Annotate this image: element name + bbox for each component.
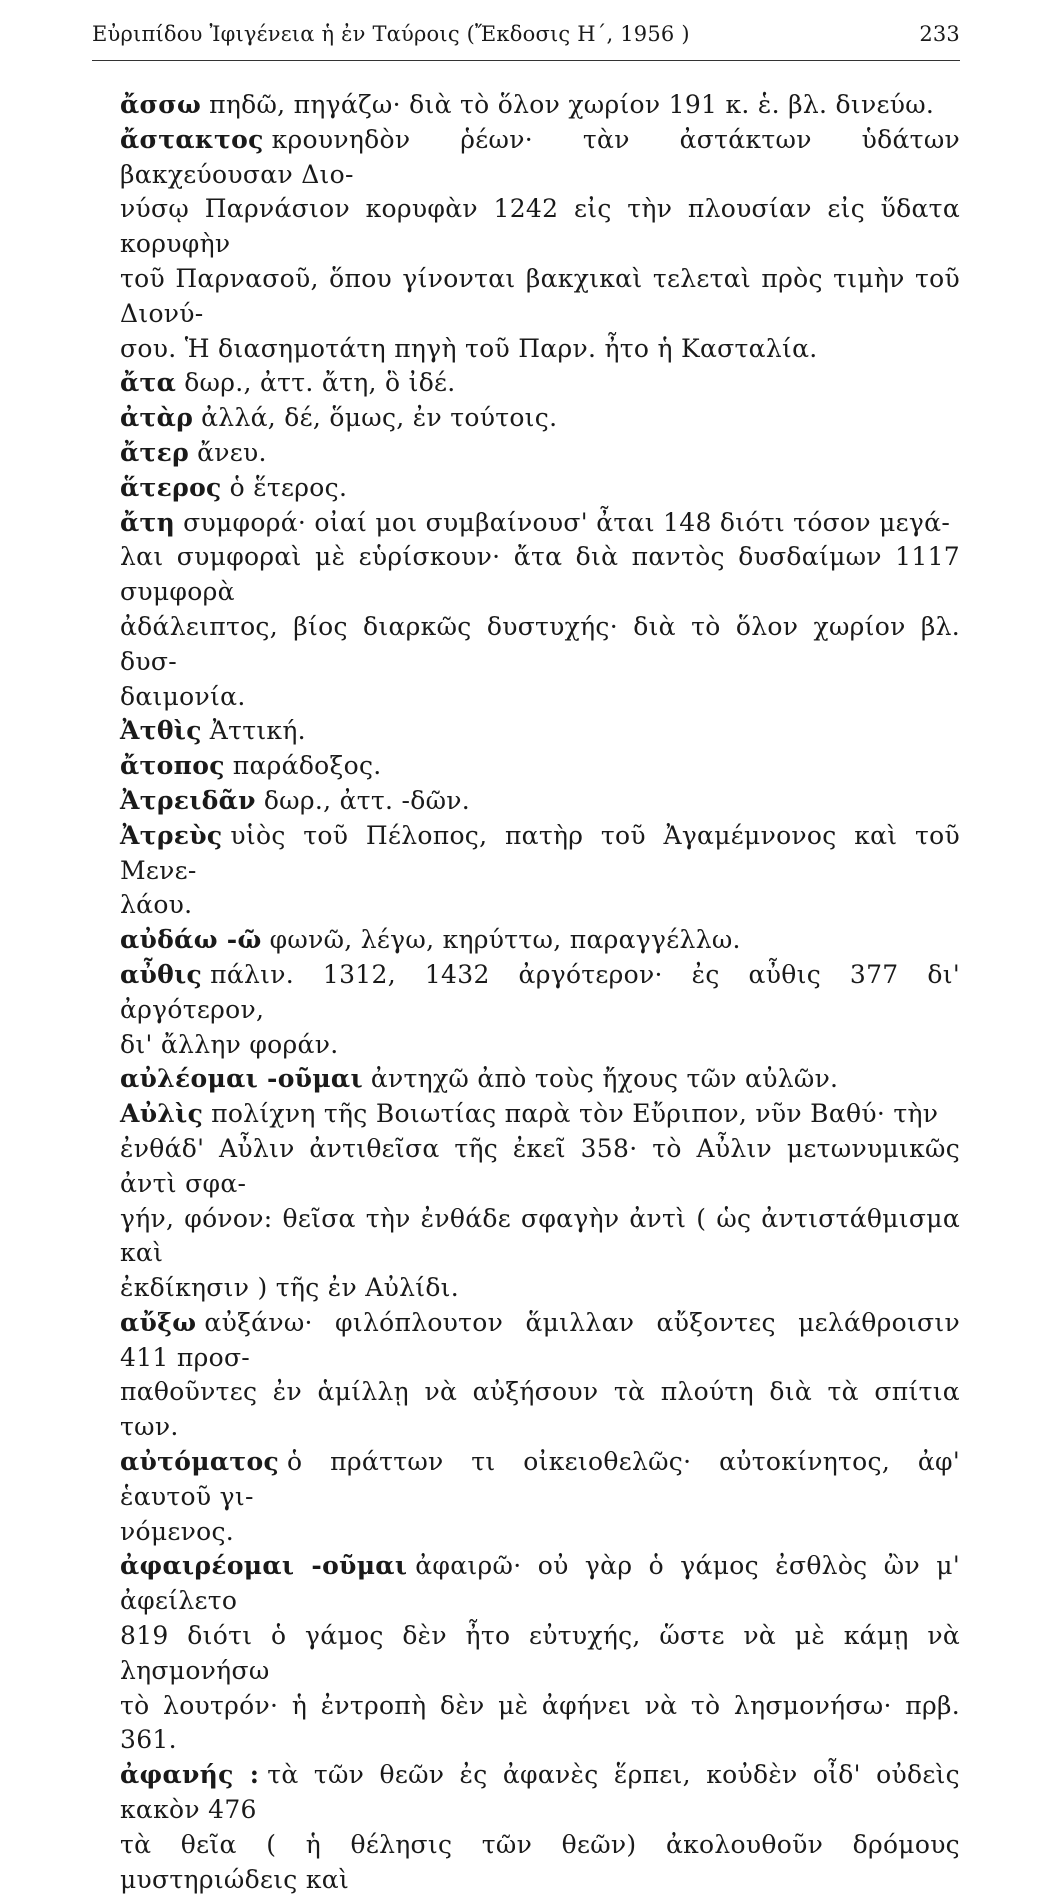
entry-headword: ἄτερ [120,437,190,467]
entry [120,366,960,401]
entry-text: δωρ., ἀττ. ἄτη, ὃ ἰδέ. [184,368,456,398]
entry-headword: ἅτερος [120,472,222,502]
entry [120,749,960,784]
entry-headword: Ἀτθὶς [120,716,202,746]
entry-text: ἀντηχῶ ἀπὸ τοὺς ἤχους τῶν αὐλῶν. [370,1064,839,1094]
entry-headword: ἀφανής : [120,1760,260,1790]
entry-text: Ἀττική. [209,716,306,746]
entry-headword: ἀτὰρ [120,403,194,433]
entry [120,784,960,819]
entry-text: ὁ ἕτερος. [229,472,348,502]
entry-text: συμφορά· οἰαί μοι συμβαίνουσ' ἆται 148 διότι τόσον μεγά- λαι συμφοραὶ μὲ εὑρίσκουν· ἄτα διὰ παντὸς δυσδαίμων 1117 συμφορὰ ἀδάλειπτος, βίος διαρκῶς δυστυχής· διὰ τὸ ὅλον χωρίον βλ. δυσ- δαιμονία. [120,507,960,711]
entry-text: παράδοξος. [232,751,382,781]
entry [120,1306,960,1445]
entry-text: ἄνευ. [197,437,267,467]
entry-text: ἀφαιρῶ· οὐ γὰρ ὁ γάμος ἐσθλὸς ὢν μ' ἀφείλετο 819 διότι ὁ γάμος δὲν ἦτο εὐτυχής, ὥστε νὰ μὲ κάμῃ νὰ λησμονήσω τὸ λουτρόν· ἡ ἐντροπὴ δὲν μὲ ἀφήνει νὰ τὸ λησμονήσω· πρβ. 361. [120,1551,960,1755]
entry-text: αὐξάνω· φιλόπλουτον ἅμιλλαν αὔξοντες μελάθροισιν 411 προσ- παθοῦντες ἐν ἁμίλλῃ νὰ αὐξήσουν τὰ πλούτη διὰ τὰ σπίτια των. [120,1307,960,1442]
entry [120,958,960,1062]
page-number: 233 [919,22,960,46]
entry [120,123,960,367]
entry-headword: αὐτόματος [120,1447,280,1477]
entry [120,714,960,749]
entry [120,436,960,471]
entry-headword: ἄτη [120,507,176,537]
entry-text: υἱὸς τοῦ Πέλοπος, πατὴρ τοῦ Ἀγαμέμνονος καὶ τοῦ Μενε- λάου. [120,820,960,920]
entry [120,819,960,923]
entry [120,401,960,436]
entry [120,471,960,506]
running-title: Εὐριπίδου Ἰφιγένεια ἡ ἐν Ταύροις (Ἔκδοσις Η΄, 1956 ) [92,22,690,46]
entry-text: ὁ πράττων τι οἰκειοθελῶς· αὐτοκίνητος, ἀφ' ἑαυτοῦ γι- νόμενος. [120,1447,960,1546]
entry-headword: ἄσσω [120,90,202,119]
entry-text: ἀλλά, δέ, ὅμως, ἐν τούτοις. [201,403,558,433]
dictionary-body [120,88,960,1897]
entry [120,506,960,715]
entry-headword: αὐλέομαι -οῦμαι [120,1064,363,1094]
entry-headword: Αὐλὶς [120,1099,204,1129]
running-header [92,22,960,46]
header-rule [92,60,960,61]
entry-text: πάλιν. 1312, 1432 ἀργότερον· ἐς αὖθις 377 δι' ἀργότερον, δι' ἄλλην φοράν. [120,959,960,1059]
entry-headword: αὔξω [120,1307,197,1337]
entry-text: κρουνηδὸν ῥέων· τὰν ἀστάκτων ὑδάτων βακχεύουσαν Διο- νύσῳ Παρνάσιον κορυφὰν 1242 εἰς τὴν πλουσίαν εἰς ὕδατα κορυφὴν τοῦ Παρνασοῦ, ὅπου γίνονται βακχικαὶ τελεταὶ πρὸς τιμὴν τοῦ Διονύ- σου. Ἡ διασημοτάτη πηγὴ τοῦ Παρν. ἦτο ἡ Κασταλία. [120,124,960,363]
entry-headword: Ἀτρειδᾶν [120,785,256,815]
entry [120,923,960,958]
entry-text: δωρ., ἀττ. -δῶν. [263,785,471,815]
entry-headword: Ἀτρεὺς [120,820,223,850]
entry-headword: αὐδάω -ῶ [120,925,262,955]
entry [120,1445,960,1549]
entry-text: πολίχνη τῆς Βοιωτίας παρὰ τὸν Εὔριπον, νῦν Βαθύ· τὴν ἐνθάδ' Αὖλιν ἀντιθεῖσα τῆς ἐκεῖ 358· τὸ Αὖλιν μετωνυμικῶς ἀντὶ σφα- γήν, φόνον: θεῖσα τὴν ἐνθάδε σφαγὴν ἀντὶ ( ὡς ἀντιστάθμισμα καὶ ἐκδίκησιν ) τῆς ἐν Αὐλίδι. [120,1099,960,1303]
entry [120,1758,960,1897]
entry [120,88,960,123]
entry [120,1097,960,1306]
entry-headword: αὖθις [120,959,203,989]
entry-text: πηδῶ, πηγάζω· διὰ τὸ ὅλον χωρίον 191 κ. ἑ. βλ. δινεύω. [209,90,935,119]
entry-text: φωνῶ, λέγω, κηρύττω, παραγγέλλω. [269,925,741,955]
entry-text: τὰ τῶν θεῶν ἐς ἀφανὲς ἕρπει, κοὐδὲν οἶδ' οὐδεὶς κακὸν 476 τὰ θεῖα ( ἡ θέλησις τῶν θεῶν) ἀκολουθοῦν δρόμους μυστηριώδεις καὶ [120,1760,960,1894]
entry-headword: ἄστακτος [120,124,264,154]
entry-headword: ἄτοπος [120,751,225,781]
entry-headword: ἄτα [120,368,177,398]
entry [120,1549,960,1758]
entry [120,1062,960,1097]
entry-headword: ἀφαιρέομαι -οῦμαι [120,1551,408,1581]
